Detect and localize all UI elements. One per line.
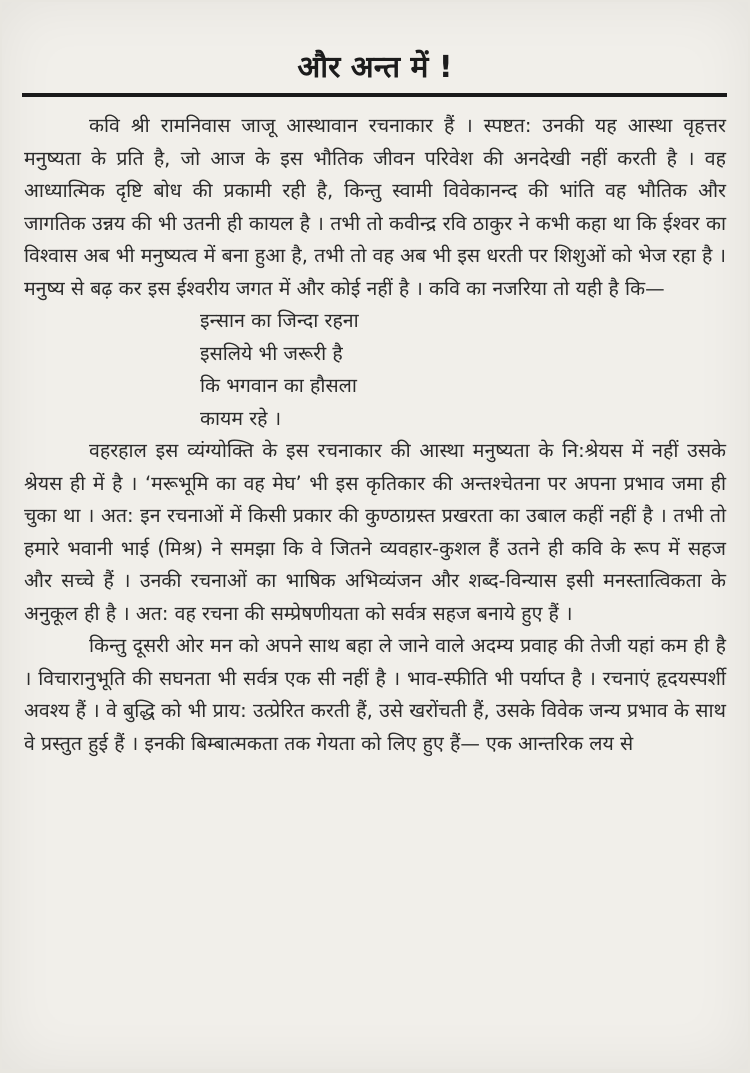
paragraph-1: कवि श्री रामनिवास जाजू आस्थावान रचनाकार हैं । स्पष्टत: उनकी यह आस्था वृहत्तर मनुष्यता के प्रति है, जो आज के इस भौतिक जीवन परिवेश की अनदेखी नहीं करती है । वह आध्यात्मिक दृष्टि बोध की प्रकामी रही है, किन्तु स्वामी विवेकानन्द की भांति वह भौतिक और जागतिक उन्नय की भी उतनी ही कायल है । तभी तो कवीन्द्र रवि ठाकुर ने कभी कहा था कि ईश्वर का विश्वास अब भी मनुष्यत्व में बना हुआ है, तभी तो वह अब भी इस धरती पर शिशुओं को भेज रहा है । मनुष्य से बढ़ कर इस ईश्वरीय जगत में और कोई नहीं है । कवि का नजरिया तो यही है कि— xyxy=(24,114,726,300)
verse-line: कि भगवान का हौसला xyxy=(200,374,357,397)
paragraph-2: वहरहाल इस व्यंग्योक्ति के इस रचनाकार की आस्था मनुष्यता के नि:श्रेयस में नहीं उसके श्रेयस ही में है । ‘मरूभूमि का वह मेघ’ भी इस कृतिकार की अन्तश्चेतना पर अपना प्रभाव जमा ही चुका था । अत: इन रचनाओं में किसी प्रकार की कुण्ठाग्रस्त प्रखरता का उबाल कहीं नहीं है । तभी तो हमारे भवानी भाई (मिश्र) ने समझा कि वे जितने व्यवहार-कुशल हैं उतने ही कवि के रूप में सहज और सच्चे हैं । उनकी रचनाओं का भाषिक अभिव्यंजन और शब्द-विन्यास इसी मनस्तात्विकता के अनुकूल ही है । अत: वह रचना की सम्प्रेषणीयता को सर्वत्र सहज बनाये हुए हैं । xyxy=(24,439,726,625)
verse-line: इन्सान का जिन्दा रहना xyxy=(200,309,359,332)
verse-line: इसलिये भी जरूरी है xyxy=(200,341,343,365)
verse-quote xyxy=(200,305,726,435)
title-rule xyxy=(22,93,727,97)
page-body xyxy=(24,110,726,760)
verse-line: कायम रहे । xyxy=(200,406,282,430)
chapter-title: और अन्त में ! xyxy=(297,50,453,86)
paragraph-3: किन्तु दूसरी ओर मन को अपने साथ बहा ले जाने वाले अदम्य प्रवाह की तेजी यहां कम ही है । विचारानुभूति की सघनता भी सर्वत्र एक सी नहीं है । भाव-स्फीति भी पर्याप्त है । रचनाएं हृदयस्पर्शी अवश्य हैं । वे बुद्धि को भी प्राय: उत्प्रेरित करती हैं, उसे खरोंचती हैं, उसके विवेक जन्य प्रभाव के साथ वे प्रस्तुत हुई हैं । इनकी बिम्बात्मकता तक गेयता को लिए हुए हैं— एक आन्तरिक लय से xyxy=(24,634,726,755)
book-page xyxy=(2,2,748,1069)
